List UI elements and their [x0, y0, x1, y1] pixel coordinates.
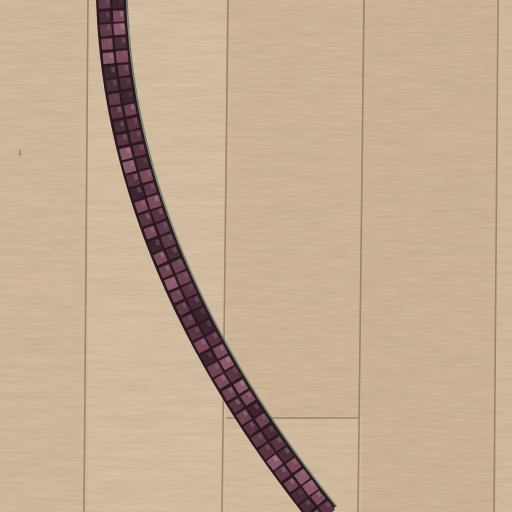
mosaic-tile-sheen	[105, 0, 109, 3]
mosaic-tile	[118, 64, 130, 76]
mosaic-tile-sheen	[109, 53, 113, 58]
mosaic-tile-sheen	[120, 11, 124, 16]
mosaic-tile	[99, 23, 112, 36]
mosaic-tile	[129, 130, 143, 144]
mosaic-tile-sheen	[124, 65, 128, 70]
mosaic-tile-sheen	[108, 39, 112, 44]
mosaic-tile	[110, 106, 124, 120]
mosaic-tile	[113, 23, 126, 36]
mosaic-tile	[105, 78, 119, 92]
mosaic-tile-sheen	[106, 12, 110, 17]
mosaic-tile-sheen	[115, 94, 119, 99]
mosaic-tile-sheen	[122, 38, 126, 43]
mosaic-tile-sheen	[123, 51, 127, 57]
mosaic-tile	[113, 120, 126, 133]
mosaic-tile-sheen	[120, 24, 124, 29]
mosaic-tile-sheen	[119, 0, 123, 3]
mosaic-tile	[124, 103, 137, 116]
mosaic-tile	[136, 156, 149, 169]
mosaic-tile-sheen	[111, 67, 115, 73]
mosaic-tile-sheen	[126, 78, 130, 83]
mosaic-tile	[116, 133, 129, 146]
mosaic-tile-sheen	[107, 25, 111, 31]
mosaic-tile	[133, 143, 146, 156]
mosaic-tile	[119, 77, 132, 90]
mosaic-tile	[104, 66, 117, 79]
mosaic-tile	[108, 93, 121, 106]
mosaic-tile	[121, 90, 134, 103]
